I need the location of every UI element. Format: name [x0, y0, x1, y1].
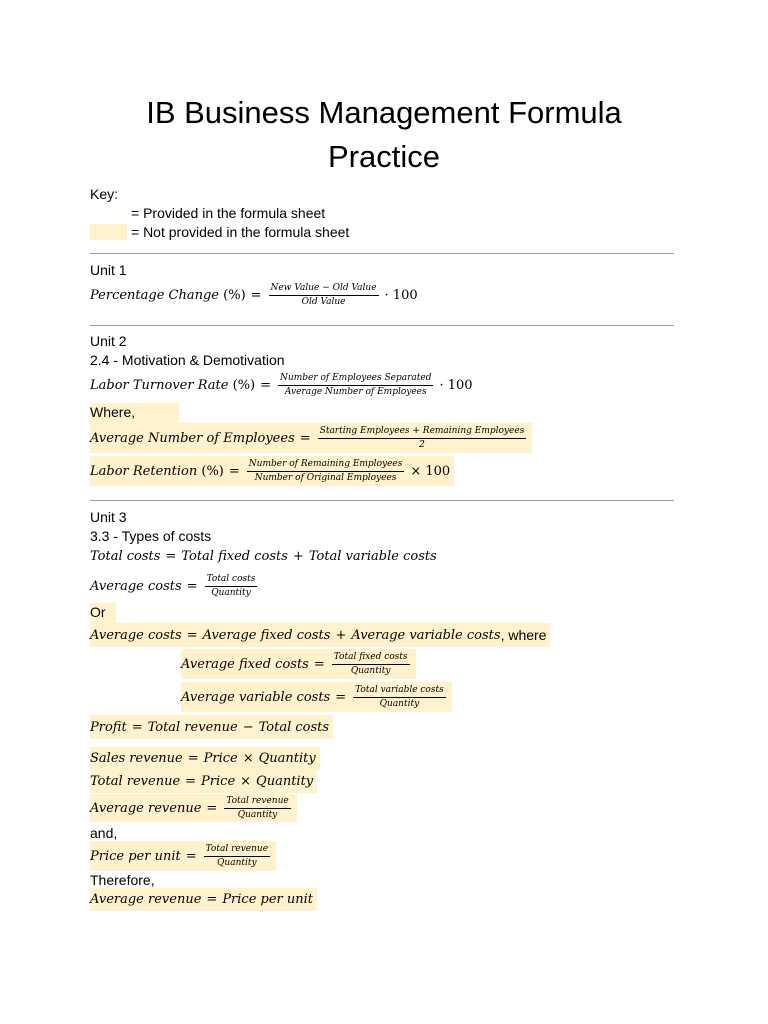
title-line-2: Practice — [328, 139, 440, 174]
formula-sales-revenue: Sales revenue = Price × Quantity — [90, 747, 320, 770]
formula-total-revenue: Total revenue = Price × Quantity — [90, 770, 317, 793]
key-provided: = Provided in the formula sheet — [131, 205, 326, 221]
formula-average-revenue-price: Average revenue = Price per unit — [90, 888, 317, 911]
unit1-heading: Unit 1 — [90, 262, 127, 278]
where-label: Where, — [90, 403, 179, 423]
formula-total-costs: Total costs = Total fixed costs + Total variable costs — [90, 548, 437, 564]
key-highlight-swatch — [90, 224, 127, 240]
unit2-section: 2.4 - Motivation & Demotivation — [90, 352, 285, 368]
formula-average-variable-costs: Average variable costs = $\frac{\text{Total variable costs}}{\text{Quantity}}$ — [181, 682, 452, 712]
and-label: and, — [90, 825, 118, 841]
formula-percentage-change: Percentage Change (%) = $\frac{\text{New Value − Old Value}}{\text{Old Value}}$ · 100 — [90, 282, 418, 307]
formula-labor-retention: Labor Retention (%) = $\frac{\text{Number of Remaining Employees}}{\text{Number of Original Employees}}$ × 100 — [90, 456, 454, 486]
key-not-provided: = Not provided in the formula sheet — [131, 224, 350, 240]
formula-average-costs: Average costs = $\frac{\text{Total costs}}{\text{Quantity}}$ — [90, 573, 256, 598]
formula-average-costs-sum: Average costs = Average fixed costs + Average variable costs , where — [90, 623, 550, 647]
divider — [90, 325, 674, 326]
formula-average-fixed-costs: Average fixed costs = $\frac{\text{Total fixed costs}}{\text{Quantity}}$ — [181, 649, 416, 679]
or-label: Or — [90, 603, 116, 623]
unit3-heading: Unit 3 — [90, 509, 127, 525]
divider — [90, 500, 674, 501]
formula-profit: Profit = Total revenue − Total costs — [90, 715, 333, 739]
divider — [90, 253, 674, 254]
formula-average-number-of-employees: Average Number of Employees = $\frac{\text{Starting Employees + Remaining Employees}}{2}$ — [90, 423, 532, 453]
formula-price-per-unit: Price per unit = $\frac{\text{Total revenue}}{\text{Quantity}}$ — [90, 841, 276, 871]
unit3-section: 3.3 - Types of costs — [90, 528, 212, 544]
page-title — [0, 91, 768, 179]
title-line-1: IB Business Management Formula — [146, 95, 622, 130]
formula-average-revenue: Average revenue = $\frac{\text{Total revenue}}{\text{Quantity}}$ — [90, 794, 297, 822]
formula-labor-turnover: Labor Turnover Rate (%) = $\frac{\text{Number of Employees Separated}}{\text{Average Number of Employees}}$ · 100 — [90, 372, 473, 397]
unit2-heading: Unit 2 — [90, 333, 127, 349]
key-heading: Key: — [90, 186, 119, 202]
therefore-label: Therefore, — [90, 872, 155, 888]
